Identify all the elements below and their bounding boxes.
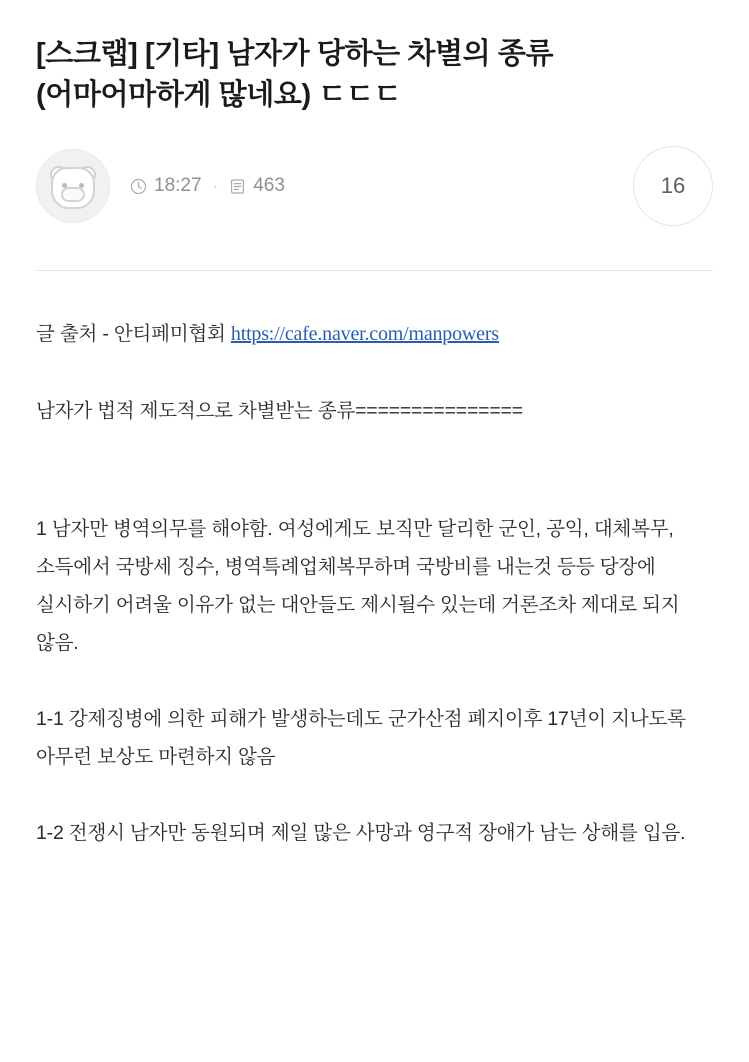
body-paragraph-2: 1-1 강제징병에 의한 피해가 발생하는데도 군가산점 폐지이후 17년이 지나도록 아무런 보상도 마련하지 않음 — [36, 708, 686, 769]
post-views — [229, 175, 285, 197]
source-line — [36, 315, 713, 354]
post-meta-info — [130, 175, 285, 197]
avatar[interactable] — [36, 149, 110, 223]
body-spacer — [36, 468, 713, 510]
avatar-snout-icon — [61, 187, 85, 202]
post-body — [36, 271, 713, 852]
clock-icon — [130, 178, 147, 195]
source-link[interactable]: https://cafe.naver.com/manpowers — [230, 323, 499, 346]
meta-separator: · — [212, 176, 219, 196]
body-paragraph-1: 1 남자만 병역의무를 해야함. 여성에게도 보직만 달리한 군인, 공익, 대체복무, 소득에서 국방세 징수, 병역특례업체복무하며 국방비를 내는것 등등 당장에 실시하기 어려울 이유가 없는 대안들도 제시될수 있는데 거론조차 제대로 되지 않음. — [36, 518, 680, 655]
post-time-label: 18:27 — [154, 175, 202, 197]
post-views-label: 463 — [253, 175, 285, 197]
source-prefix-label: 글 출처 - 안티페미협회 — [36, 323, 231, 346]
post-meta-row — [36, 144, 713, 228]
body-paragraph-3: 1-2 전쟁시 남자만 동원되며 제일 많은 사망과 영구적 장애가 남는 상해를 입음. — [36, 822, 686, 845]
page-title: [스크랩] [기타] 남자가 당하는 차별의 종류 (어마어마하게 많네요) ㄷㄷㄷ — [36, 38, 554, 112]
post-time — [130, 175, 202, 197]
comment-count-badge[interactable] — [633, 146, 713, 226]
document-icon — [229, 178, 246, 195]
avatar-face-icon — [51, 167, 95, 209]
comment-count-label: 16 — [660, 173, 686, 199]
section-heading: 남자가 법적 제도적으로 차별받는 종류=============== — [36, 400, 523, 423]
